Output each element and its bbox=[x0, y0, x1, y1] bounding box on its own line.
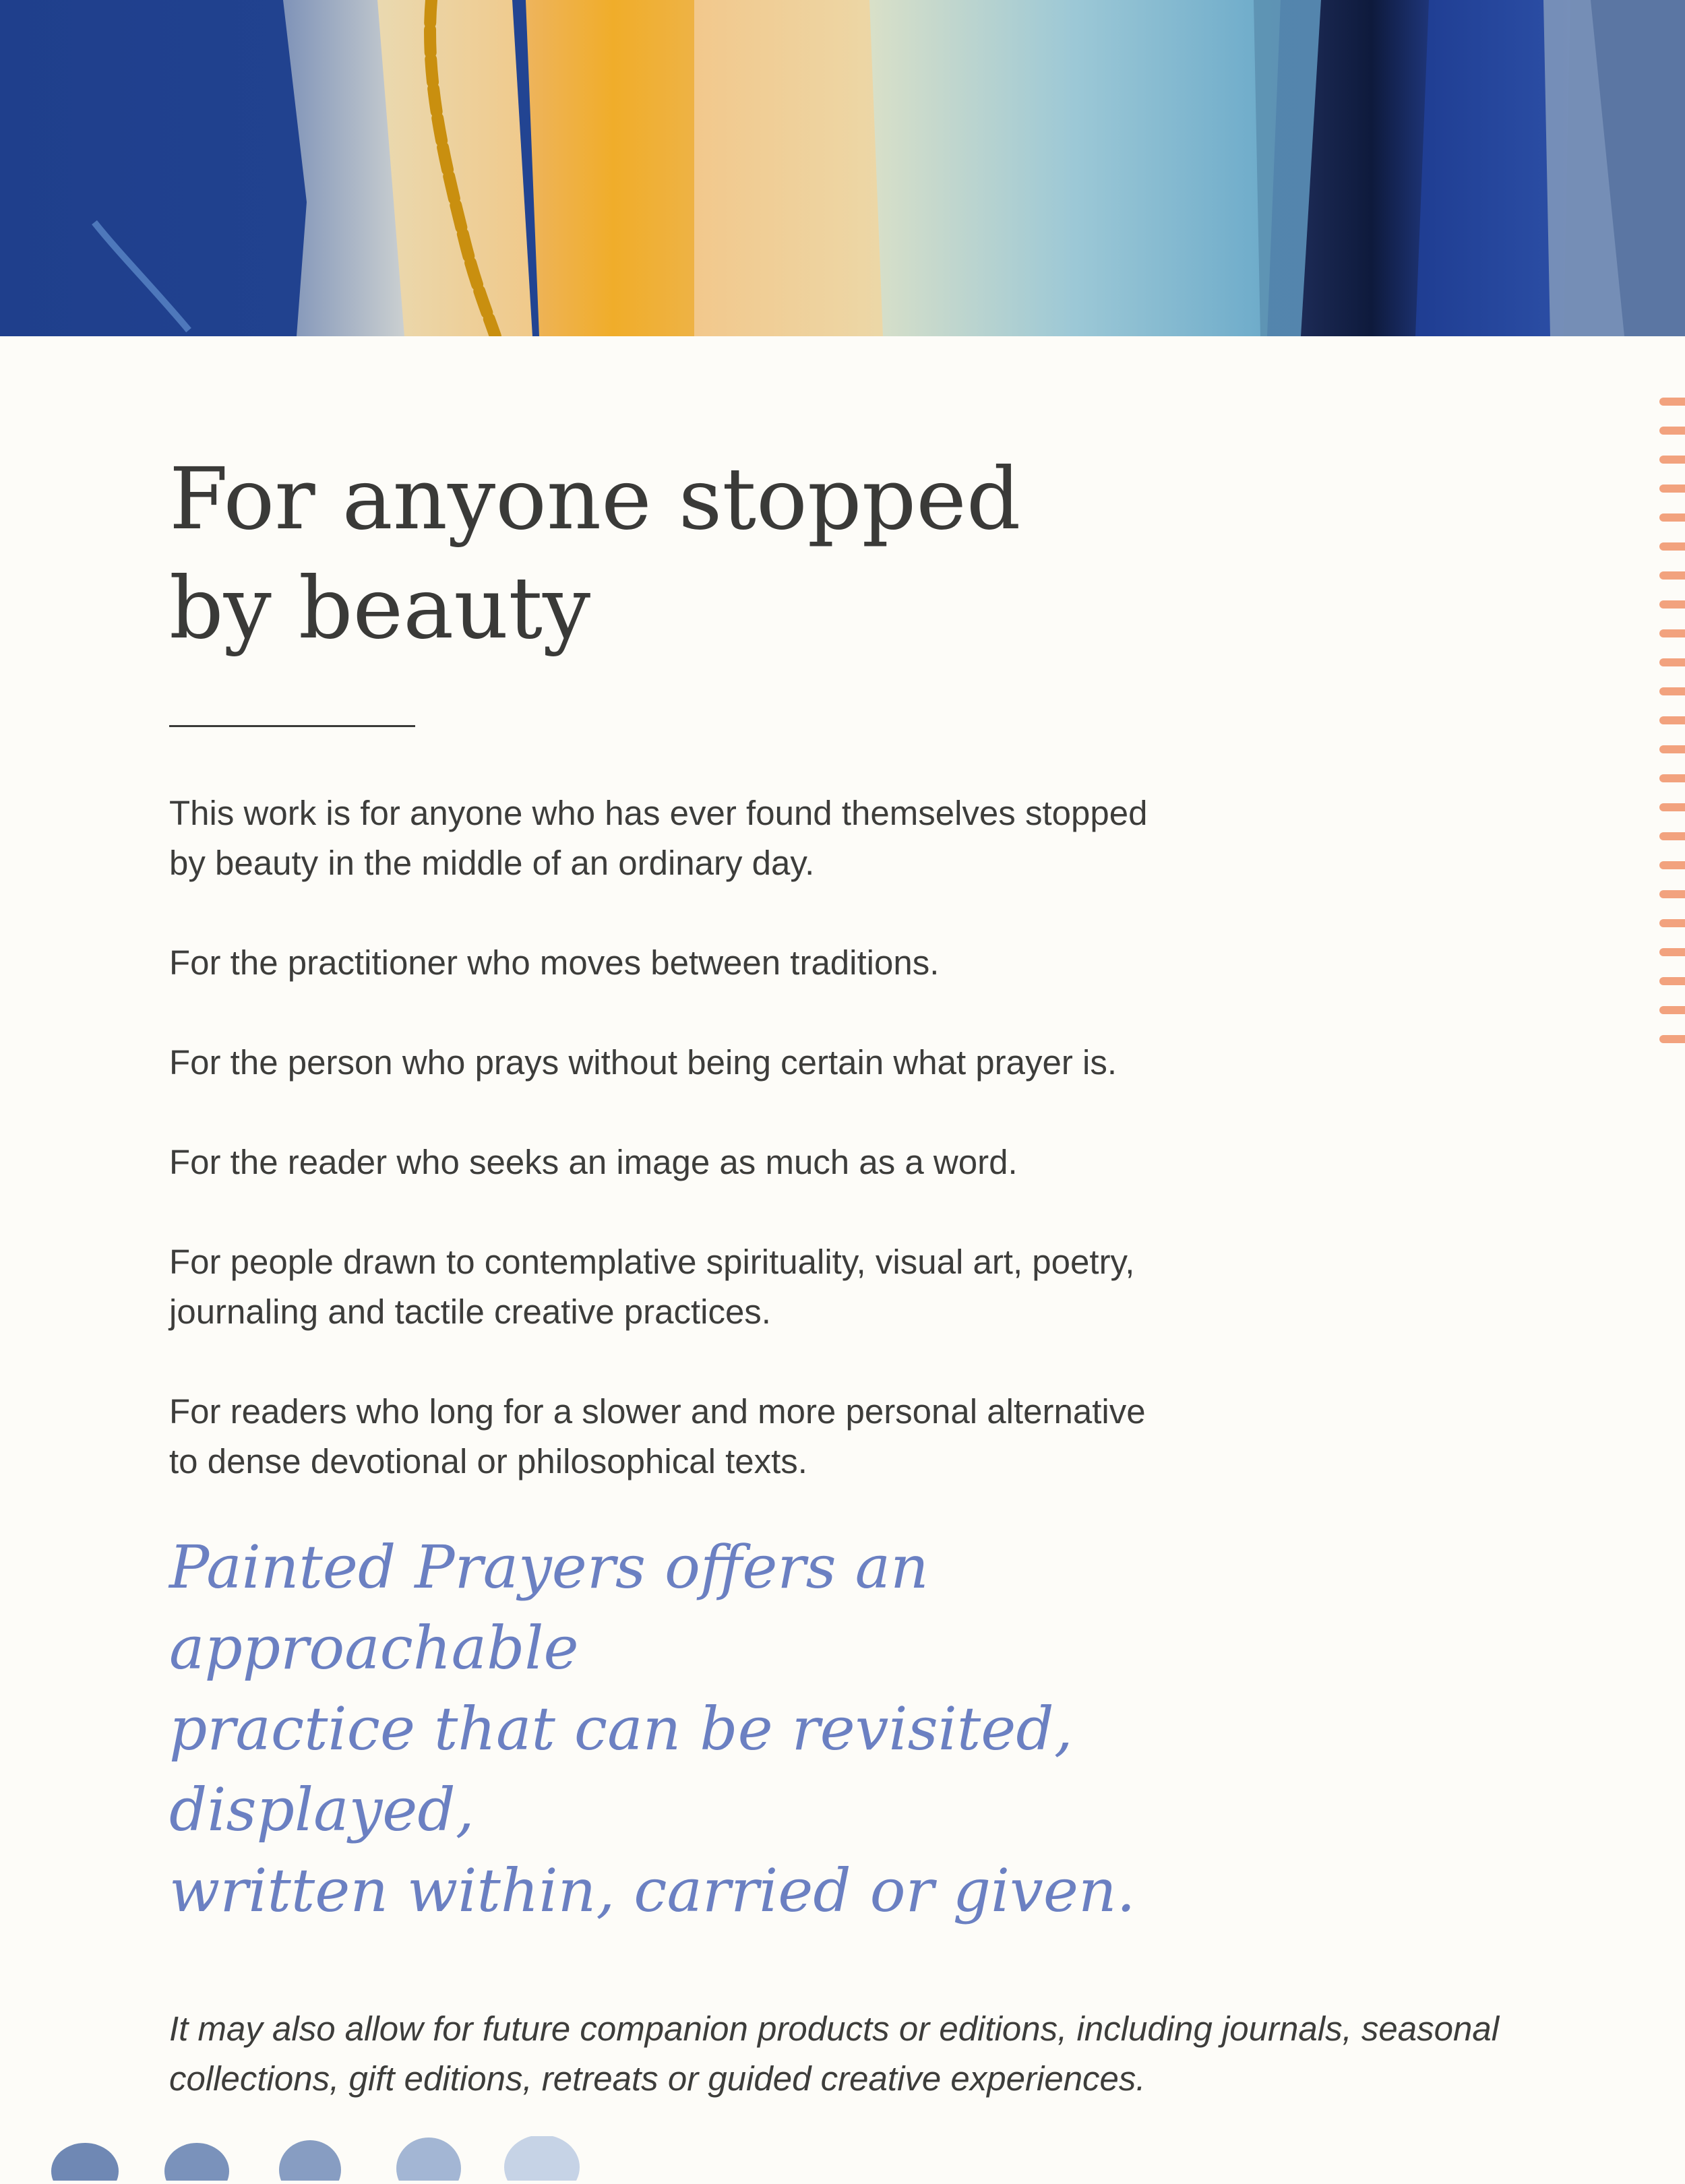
main-content bbox=[169, 445, 1551, 2104]
body-paragraphs bbox=[169, 788, 1194, 1487]
paragraph-line: to dense devotional or philosophical texts. bbox=[169, 1442, 807, 1480]
paragraph-line: For the practitioner who moves between traditions. bbox=[169, 943, 940, 982]
paragraph-line: journaling and tactile creative practices. bbox=[169, 1292, 771, 1331]
title-line-2: by beauty bbox=[169, 559, 591, 658]
note-line: collections, gift editions, retreats or guided creative experiences. bbox=[169, 2059, 1146, 2098]
paragraph-line: For readers who long for a slower and more personal alternative bbox=[169, 1392, 1146, 1431]
decorative-dash-column bbox=[1659, 398, 1685, 1058]
paragraph-line: This work is for anyone who has ever found themselves stopped bbox=[169, 794, 1148, 832]
title-line-1: For anyone stopped bbox=[169, 449, 1021, 549]
page-title bbox=[169, 445, 1180, 663]
paragraph bbox=[169, 1038, 1194, 1088]
paragraph bbox=[169, 1137, 1194, 1187]
pull-quote-line: Painted Prayers offers an approachable bbox=[169, 1532, 929, 1683]
paragraph bbox=[169, 938, 1194, 988]
paragraph bbox=[169, 788, 1194, 888]
paragraph-line: For the person who prays without being certain what prayer is. bbox=[169, 1043, 1117, 1082]
pull-quote-line: practice that can be revisited, displayed, bbox=[169, 1694, 1073, 1844]
paragraph bbox=[169, 1237, 1194, 1337]
note-line: It may also allow for future companion products or editions, including journals, seasonal bbox=[169, 2009, 1500, 2048]
title-divider bbox=[169, 725, 415, 727]
closing-note bbox=[169, 2004, 1585, 2104]
paragraph-line: For people drawn to contemplative spirituality, visual art, poetry, bbox=[169, 1243, 1135, 1281]
hero-artwork-image bbox=[0, 0, 1685, 336]
pull-quote-line: written within, carried or given. bbox=[169, 1856, 1136, 1925]
decorative-stones bbox=[40, 2136, 593, 2181]
pull-quote bbox=[169, 1527, 1315, 1931]
paragraph bbox=[169, 1387, 1194, 1487]
paragraph-line: For the reader who seeks an image as much as a word. bbox=[169, 1143, 1018, 1181]
paragraph-line: by beauty in the middle of an ordinary day. bbox=[169, 844, 815, 882]
